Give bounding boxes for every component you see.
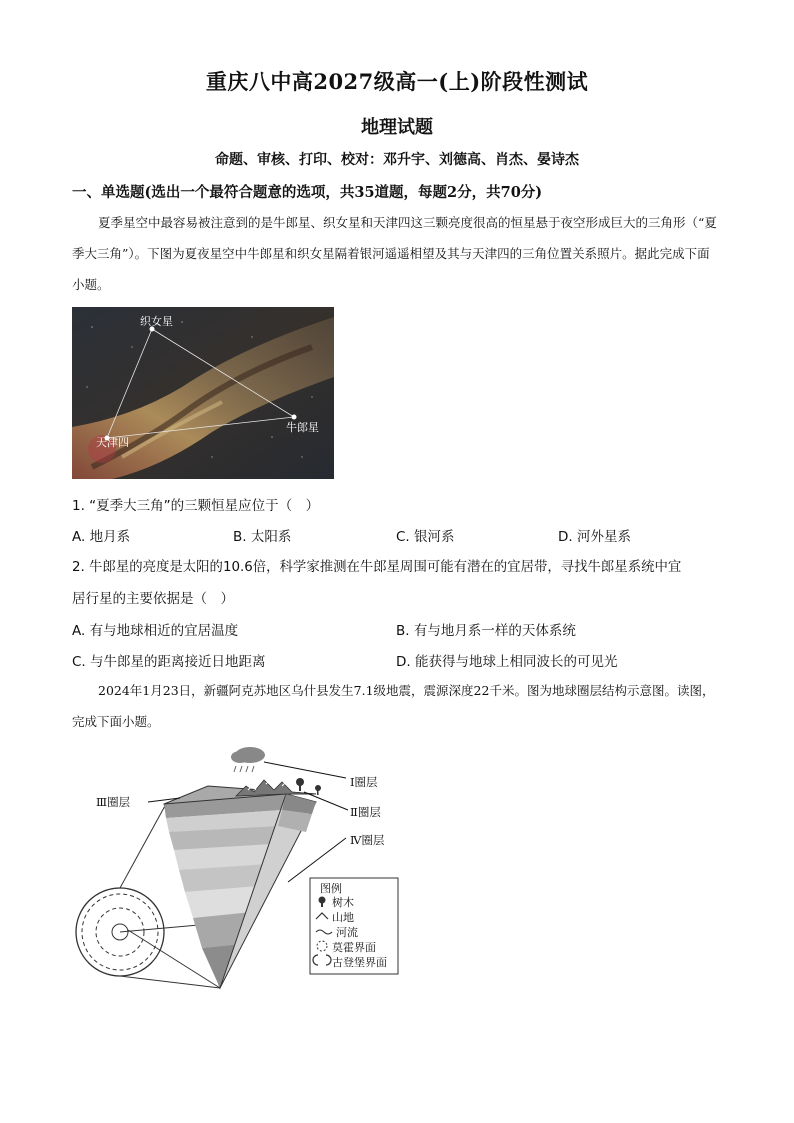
passage-1: 夏季星空中最容易被注意到的是牛郎星、织女星和天津四这三颗亮度很高的恒星悬于夜空形成巨大的三角形（“夏季大三角”）。下图为夏夜星空中牛郎星和织女星隔着银河遥遥相望及其与天津四的三角位置关系照片。据此完成下面小题。 (72, 215, 717, 292)
q2-option-a[interactable]: A. 有与地球相近的宜居温度 (72, 623, 239, 639)
label-vega: 织女星 (140, 315, 173, 328)
layer-1-label: Ⅰ圈层 (350, 775, 378, 789)
photo-svg (72, 307, 334, 479)
legend-tree: 树木 (332, 896, 354, 909)
q1-option-b[interactable]: B. 太阳系 (233, 529, 292, 545)
cloud-icon (231, 747, 265, 772)
exam-title: 重庆八中高2027级高一(上)阶段性测试 (205, 69, 589, 94)
subject-title: 地理试题 (361, 117, 433, 138)
label-deneb: 天津四 (96, 436, 129, 449)
authors-line: 命题、审核、打印、校对：邓升宇、刘德高、肖杰、晏诗杰 (215, 152, 579, 168)
q1-option-d[interactable]: D. 河外星系 (558, 529, 631, 545)
q1-option-a[interactable]: A. 地月系 (72, 529, 131, 545)
q2-option-b[interactable]: B. 有与地月系一样的天体系统 (396, 623, 576, 639)
earth-layers-diagram (68, 742, 428, 992)
legend-title: 图例 (320, 882, 342, 895)
legend-moho: 莫霍界面 (332, 941, 376, 954)
summer-triangle-photo (72, 307, 334, 479)
section-heading: 一、单选题(选出一个最符合题意的选项，共35道题，每题2分，共70分) (72, 184, 543, 201)
q1-option-c[interactable]: C. 银河系 (396, 529, 455, 545)
legend-river: 河流 (336, 926, 358, 939)
label-altair: 牛郎星 (286, 421, 319, 434)
question-2-stem-line2: 居行星的主要依据是（ ） (72, 591, 234, 607)
legend-gutenberg: 古登堡界面 (332, 956, 387, 969)
q2-option-d[interactable]: D. 能获得与地球上相同波长的可见光 (396, 654, 618, 670)
legend-mountain: 山地 (332, 911, 354, 924)
layer-3-label: Ⅲ圈层 (96, 795, 131, 809)
layer-4-label: Ⅳ圈层 (350, 833, 385, 847)
question-1-stem: 1. “夏季大三角”的三颗恒星应位于（ ） (72, 498, 320, 514)
q2-option-c[interactable]: C. 与牛郎星的距离接近日地距离 (72, 654, 266, 670)
question-2-stem-line1: 2. 牛郎星的亮度是太阳的10.6倍，科学家推测在牛郎星周围可能有潜在的宜居带，寻找牛郎星系统中宜 (72, 560, 682, 575)
layer-2-label: Ⅱ圈层 (350, 805, 381, 819)
passage-2: 2024年1月23日，新疆阿克苏地区乌什县发生7.1级地震，震源深度22千米。图为地球圈层结构示意图。读图，完成下面小题。 (72, 683, 715, 729)
